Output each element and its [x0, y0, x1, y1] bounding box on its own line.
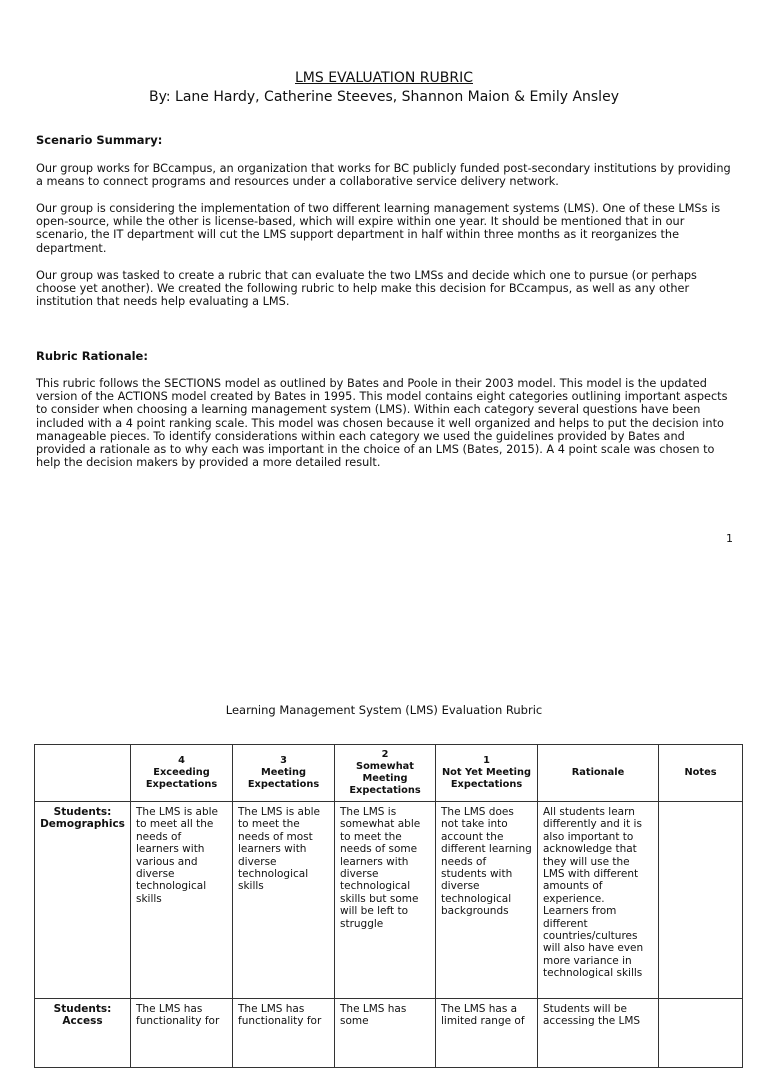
category-label: Students:: [53, 806, 112, 818]
category-label: Students:: [53, 1003, 112, 1015]
scenario-paragraph: Our group was tasked to create a rubric that can evaluate the two LMSs and decide which one to pursue (or perhaps choose yet another). We created the following rubric to help make this decision for BCcampus, as well as any other institution that needs help evaluating a LMS.: [36, 269, 697, 309]
page-number: 1: [726, 532, 733, 545]
cell-level-2: The LMS has some: [335, 999, 436, 1068]
row-category: [35, 802, 131, 999]
level-label: Meeting Expectations: [247, 767, 320, 790]
header-cell-level-2: [335, 745, 436, 802]
cell-level-3: The LMS is able to meet the needs of most learners with diverse technological skills: [233, 802, 335, 999]
scenario-paragraph: Our group is considering the implementation of two different learning management systems (LMS). One of these LMSs is open-source, while the other is license-based, which will expire within one year. It should be mentioned that in our scenario, the IT department will cut the LMS support department in half within three months as it reorganizes the department.: [36, 202, 721, 255]
cell-notes: [659, 802, 743, 999]
level-label: Not Yet Meeting Expectations: [441, 767, 532, 790]
row-category: [35, 999, 131, 1068]
cell-level-4: The LMS has functionality for: [131, 999, 233, 1068]
level-label: Somewhat Meeting Expectations: [349, 761, 421, 796]
rationale-heading: Rubric Rationale:: [36, 349, 148, 363]
header-cell-level-3: [233, 745, 335, 802]
cell-level-4: The LMS is able to meet all the needs of learners with various and diverse technological skills: [131, 802, 233, 999]
cell-level-3: The LMS has functionality for: [233, 999, 335, 1068]
table-row: [35, 802, 743, 999]
rubric-caption: Learning Management System (LMS) Evaluation Rubric: [225, 703, 543, 717]
level-number: 2: [381, 749, 389, 760]
header-cell-notes: Notes: [659, 745, 743, 802]
cell-level-1: The LMS does not take into account the different learning needs of students with diverse technological backgrounds: [436, 802, 538, 999]
cell-level-2: The LMS is somewhat able to meet the needs of some learners with diverse technological skills but some will be left to struggle: [335, 802, 436, 999]
level-number: 1: [483, 755, 490, 766]
level-number: 3: [280, 755, 287, 766]
level-label: Exceeding Expectations: [145, 767, 218, 790]
scenario-paragraph: Our group works for BCcampus, an organization that works for BC publicly funded post-secondary institutions by providing a means to connect programs and resources under a collaborative service delivery network.: [36, 162, 731, 189]
rationale-paragraph: This rubric follows the SECTIONS model as outlined by Bates and Poole in their 2003 model. This model is the updated version of the ACTIONS model created by Bates in 1995. This model contains eight categories outlining important aspects to consider when choosing a learning management system (LMS). Within each category several questions have been included with a 4 point ranking scale. This model was chosen because it well organized and helps to put the decision into manageable pieces. To identify considerations within each category we used the guidelines provided by Bates and provided a rationale as to why each was important in the choice of an LMS (Bates, 2015). A 4 point scale was chosen to help the decision makers by provided a more detailed result.: [36, 377, 728, 470]
document-authors: By: Lane Hardy, Catherine Steeves, Shannon Maion & Emily Ansley: [149, 89, 619, 105]
header-cell-level-1: [436, 745, 538, 802]
level-number: 4: [178, 755, 185, 766]
table-row: [35, 999, 743, 1068]
rubric-header-row: [35, 745, 743, 802]
cell-rationale: Students will be accessing the LMS: [538, 999, 659, 1068]
subcategory-label: Access: [62, 1015, 103, 1028]
cell-level-1: The LMS has a limited range of: [436, 999, 538, 1068]
cell-rationale: All students learn differently and it is also important to acknowledge that they will use the LMS with different amounts of experience. Learners from different countries/cultures will also have even more variance in technological skills: [538, 802, 659, 999]
header-cell-level-4: [131, 745, 233, 802]
subcategory-label: Demographics: [40, 818, 125, 831]
rubric-table: [34, 744, 743, 1068]
header-cell-empty: [35, 745, 131, 802]
scenario-heading: Scenario Summary:: [36, 133, 163, 147]
document-title: LMS EVALUATION RUBRIC: [295, 70, 473, 86]
cell-notes: [659, 999, 743, 1068]
header-cell-rationale: Rationale: [538, 745, 659, 802]
